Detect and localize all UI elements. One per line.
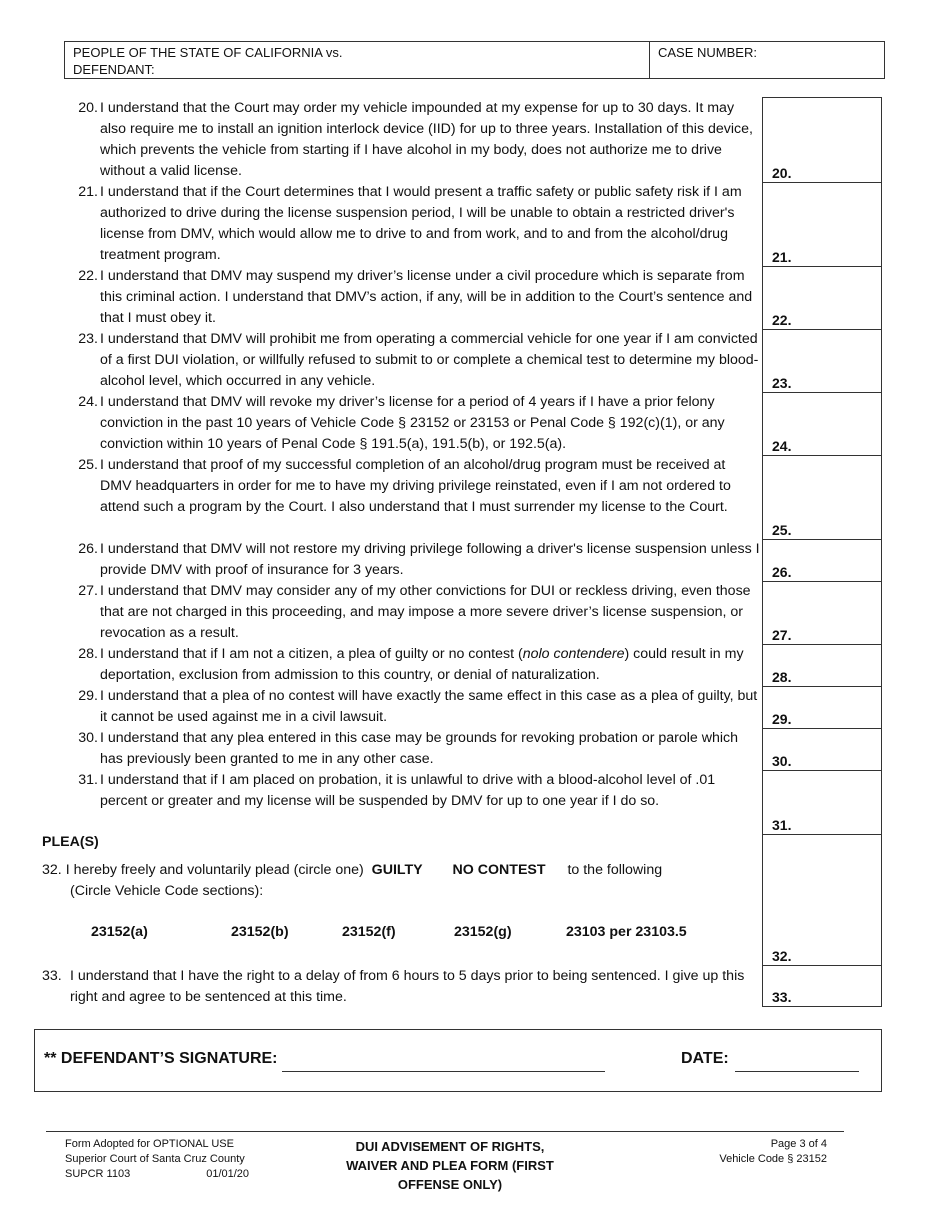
item-text: I understand that a plea of no contest will have exactly the same effect in this case as a plea of guilty, but it cannot be used against me in a civil lawsuit. — [100, 688, 758, 725]
item-text: I understand that if I am placed on probation, it is unlawful to drive with a blood-alcohol level of .01 percent or greater and my license will be suspended by DMV for up to one year if I do so. — [100, 772, 716, 809]
initials-box-21[interactable] — [762, 182, 882, 267]
item-text: I understand that any plea entered in this case may be grounds for revoking probation or parole which has previously been granted to me in any other case. — [100, 730, 739, 767]
date-label: DATE: — [681, 1050, 729, 1067]
item-text: I understand that DMV will revoke my driver’s license for a period of 4 years if I have a prior felony conviction in the past 10 years of Vehicle Code § 23152 or 23153 or Penal Code § 192(c)(1), or any conviction within 10 years of Penal Code § 191.5(a), 191.5(b), or 192.5(a). — [100, 394, 725, 452]
item-text: I understand that proof of my successful completion of an alcohol/drug program must be received at DMV headquarters in order for me to have my driving privilege reinstated, even if I am not ordered to attend such a program by the Court. I also understand that I must surrender my license to the Court. — [100, 457, 731, 515]
item-number: 27. — [78, 583, 98, 599]
footer-form-line — [65, 1167, 249, 1182]
initials-box-label: 24. — [772, 438, 792, 454]
footer-adopted: Form Adopted for OPTIONAL USE — [65, 1138, 234, 1150]
item-number: 28. — [78, 646, 98, 662]
advisement-item-33 — [42, 966, 750, 1008]
item-number: 30. — [78, 730, 98, 746]
footer-court: Superior Court of Santa Cruz County — [65, 1153, 245, 1165]
item-number: 29. — [78, 688, 98, 704]
initials-box-label: 20. — [772, 165, 792, 181]
footer-title — [330, 1137, 570, 1194]
advisement-item-25 — [70, 455, 760, 518]
page-number: Page 3 of 4 — [770, 1138, 827, 1150]
plea-option-guilty[interactable]: GUILTY — [371, 862, 423, 878]
statute-reference: Vehicle Code § 23152 — [719, 1153, 827, 1165]
footer-title-line: OFFENSE ONLY) — [397, 1177, 503, 1192]
footer-title-line: WAIVER AND PLEA FORM (FIRST — [346, 1158, 554, 1173]
item-text: I understand that DMV will not restore my driving privilege following a driver's license suspension unless I provide DMV with proof of insurance for 3 years. — [100, 541, 760, 578]
initials-box-23[interactable] — [762, 329, 882, 393]
advisement-item-20 — [70, 98, 760, 182]
plea-option-no-contest[interactable]: NO CONTEST — [452, 862, 546, 878]
signature-box — [34, 1029, 882, 1092]
item-text: I understand that DMV may suspend my driver’s license under a civil procedure which is separate from this criminal action. I understand that DMV’s action, if any, will be in addition to the Court’s sentence and that I must obey it. — [100, 268, 753, 326]
item-text: I understand that DMV may consider any of my other convictions for DUI or reckless driving, even those that are not charged in this proceeding, and may impose a more severe driver’s license suspension, or revocation as a result. — [100, 583, 751, 641]
initials-box-33[interactable] — [762, 965, 882, 1007]
item-text: I understand that I have the right to a delay of from 6 hours to 5 days prior to being sentenced. I give up this right and agree to be sentenced at this time. — [70, 968, 745, 1005]
footer-divider — [46, 1131, 844, 1132]
initials-box-label: 29. — [772, 711, 792, 727]
date-line[interactable] — [735, 1071, 859, 1072]
item-text: I understand that DMV will prohibit me from operating a commercial vehicle for one year if I am convicted of a first DUI violation, or willfully refused to submit to or complete a chemical test to determine my blood-alcohol level, which occurred in any vehicle. — [100, 331, 759, 389]
item-text — [100, 644, 760, 686]
initials-box-label: 22. — [772, 312, 792, 328]
advisement-item-23 — [70, 329, 760, 392]
plea-line-2: (Circle Vehicle Code sections): — [70, 883, 264, 899]
footer-left — [65, 1137, 249, 1182]
signature-label: ** DEFENDANT’S SIGNATURE: — [44, 1050, 278, 1067]
item-number: 23. — [78, 331, 98, 347]
initials-box-26[interactable] — [762, 539, 882, 582]
advisement-item-29 — [70, 686, 760, 728]
advisement-item-27 — [70, 581, 760, 644]
case-number-field[interactable] — [650, 42, 884, 82]
plea-intro: I hereby freely and voluntarily plead (circle one) — [65, 862, 364, 878]
initials-box-30[interactable] — [762, 728, 882, 771]
vehicle-code-option[interactable]: 23152(f) — [342, 924, 396, 940]
footer-title-line: DUI ADVISEMENT OF RIGHTS, — [355, 1139, 545, 1154]
item-text: I understand that if the Court determines that I would present a traffic safety or public safety risk if I am authorized to drive during the license suspension period, I will be unable to obtain a restricted driver's license from DMV, which would allow me to drive to and from work, and to and from the alcohol/drug treatment program. — [100, 184, 742, 263]
item-number: 32. — [42, 862, 62, 878]
initials-box-25[interactable] — [762, 455, 882, 540]
signature-line[interactable] — [282, 1071, 605, 1072]
initials-box-label: 31. — [772, 817, 792, 833]
initials-box-label: 33. — [772, 989, 792, 1005]
vehicle-code-option[interactable]: 23152(b) — [231, 924, 289, 940]
initials-box-24[interactable] — [762, 392, 882, 456]
item-number: 21. — [78, 184, 98, 200]
item-number: 33. — [42, 968, 62, 984]
advisement-item-22 — [70, 266, 760, 329]
vehicle-code-option[interactable]: 23152(g) — [454, 924, 512, 940]
footer-form-number: SUPCR 1103 — [65, 1168, 131, 1180]
caption-defendant-label: DEFENDANT: — [73, 62, 155, 77]
item-number: 31. — [78, 772, 98, 788]
case-caption-header — [64, 41, 885, 79]
advisement-item-24 — [70, 392, 760, 455]
initials-box-28[interactable] — [762, 644, 882, 687]
pleas-heading: PLEA(S) — [42, 834, 99, 850]
advisement-item-30 — [70, 728, 760, 770]
advisement-item-31 — [70, 770, 760, 812]
initials-box-label: 27. — [772, 627, 792, 643]
initials-box-22[interactable] — [762, 266, 882, 330]
initials-box-29[interactable] — [762, 686, 882, 729]
initials-box-label: 32. — [772, 948, 792, 964]
item-number: 22. — [78, 268, 98, 284]
plea-line-1 — [42, 860, 742, 881]
footer-right — [680, 1137, 827, 1167]
initials-box-20[interactable] — [762, 97, 882, 183]
item-text-italic: nolo contendere — [522, 646, 625, 662]
vehicle-code-option[interactable]: 23152(a) — [91, 924, 148, 940]
item-number: 24. — [78, 394, 98, 410]
item-text: I understand that the Court may order my vehicle impounded at my expense for up to 30 days. It may also require me to install an ignition interlock device (IID) for up to three years. Installation of this device, which prevents the vehicle from starting if I have alcohol in my body, does not authorize me to drive without a valid license. — [100, 100, 753, 179]
footer-form-date: 01/01/20 — [206, 1168, 250, 1180]
item-number: 20. — [78, 100, 98, 116]
initials-box-label: 28. — [772, 669, 792, 685]
item-number: 26. — [78, 541, 98, 557]
item-text-part: ) could result in my deportation, exclusion from admission to this country, or denial of naturalization. — [100, 646, 744, 683]
initials-box-label: 21. — [772, 249, 792, 265]
plea-item-32 — [42, 860, 742, 902]
initials-box-27[interactable] — [762, 581, 882, 645]
item-number: 25. — [78, 457, 98, 473]
initials-box-label: 23. — [772, 375, 792, 391]
initials-box-31[interactable] — [762, 770, 882, 835]
advisement-item-21 — [70, 182, 760, 266]
initials-box-label: 30. — [772, 753, 792, 769]
case-number-label: CASE NUMBER: — [658, 45, 757, 60]
initials-box-label: 25. — [772, 522, 792, 538]
plea-outro: to the following — [567, 862, 663, 878]
caption-people: PEOPLE OF THE STATE OF CALIFORNIA vs. — [73, 45, 343, 60]
caption-parties — [65, 42, 650, 78]
item-text-part: I understand that if I am not a citizen, a plea of guilty or no contest ( — [100, 646, 523, 662]
advisement-item-26 — [70, 539, 760, 581]
advisement-item-28 — [70, 644, 760, 686]
initials-box-label: 26. — [772, 564, 792, 580]
vehicle-code-option[interactable]: 23103 per 23103.5 — [566, 924, 687, 940]
initials-box-32[interactable] — [762, 834, 882, 966]
